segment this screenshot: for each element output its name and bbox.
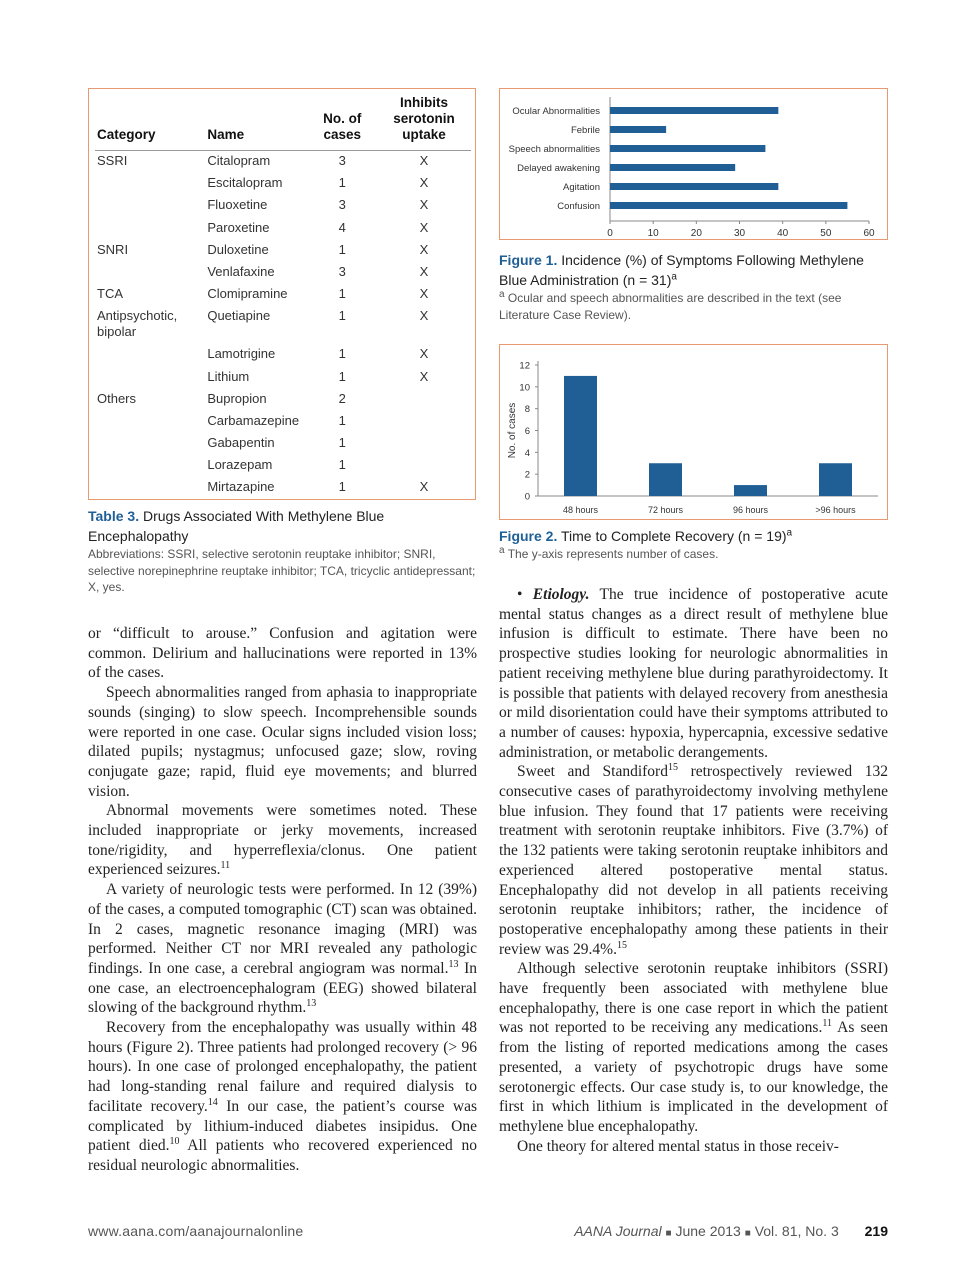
table-row — [95, 306, 471, 344]
cell-cases: 1 — [338, 368, 346, 384]
y-tick-label: 6 — [524, 426, 530, 437]
cell-name: Lamotrigine — [207, 346, 276, 362]
citation: 10 — [169, 1136, 180, 1148]
paragraph: Speech abnormalities ranged from aphasia to inappropriate sounds (singing) to slow speech. Incomprehensible sounds were reported in one case. Ocular signs included vision loss; dilated pupils; nystagmus; unfocused gaze; slow, roving conjugate gaze; rapid, fluid eye movements; and blurred vision. — [88, 684, 477, 800]
cell-category — [95, 477, 205, 499]
citation: 15 — [616, 939, 627, 951]
paragraph: Although selective serotonin reuptake inhibitors (SSRI) have frequently been associated with methylene blue encephalopathy, there is one case report in which the patient was not reported to be receiving any medications.$^{11}$ As seen from the listing of reported medications among the cases presented, a variety of psychotropic drugs have some serotonergic effects. Our case study is, to our knowledge, the first in which lithium is implicated in the development of methylene blue encephalopathy. — [499, 960, 888, 1135]
figure-1-chart — [499, 88, 888, 240]
table-body — [95, 151, 471, 500]
category-label: Febrile — [570, 125, 600, 136]
section-heading: Etiology. — [532, 586, 590, 603]
cell-cases: 1 — [338, 412, 346, 428]
y-tick-label: 8 — [524, 404, 530, 416]
table-row — [95, 389, 471, 411]
table-3-caption-title: Table 3. Drugs Associated With Methylene Blue Encephalopathy — [88, 508, 385, 544]
cell-name: Mirtazapine — [207, 479, 275, 495]
figure-1-caption-title: Figure 1. Incidence (%) of Symptoms Following Methylene Blue Administration (n = 31)$^a$ — [499, 252, 864, 288]
category-label: Confusion — [557, 201, 600, 212]
cell-category — [95, 367, 205, 389]
cell-inhibits: X — [419, 241, 429, 257]
cell-inhibits: X — [419, 286, 429, 302]
cell-inhibits: X — [419, 346, 429, 362]
paragraph: • Etiology. The true incidence of postoperative acute mental status changes as a direct result of methylene blue infusion is difficult to estimate. There have been no prospective studies looking for neurologic abnormalities in patient receiving methylene blue during parathyroidectomy. It is possible that patients with delayed recovery from anesthesia or mild disorientation could have their symptoms attributed to a number of causes: hypoxia, hypercapnia, excessive sedative administration, or metabolic derangements. — [499, 586, 889, 761]
x-tick-label: 50 — [820, 228, 832, 239]
cell-cases: 1 — [338, 175, 346, 191]
figure-2-caption-note: $^a$ The y-axis represents number of cases. — [499, 545, 719, 561]
cell-cases: 3 — [338, 197, 346, 213]
table-row — [95, 284, 471, 306]
bar — [610, 107, 778, 114]
cell-cases: 1 — [338, 457, 346, 473]
cell-category — [95, 344, 205, 366]
cell-inhibits: X — [419, 368, 429, 384]
bar — [564, 376, 597, 496]
cell-name: Lithium — [207, 368, 250, 384]
cell-inhibits: X — [419, 219, 429, 235]
cell-cases: 1 — [338, 308, 346, 324]
table-row — [95, 455, 471, 477]
cell-inhibits: X — [419, 197, 429, 213]
y-tick-label: 4 — [524, 447, 530, 459]
cell-name: Clomipramine — [207, 286, 288, 302]
category-label: Delayed awakening — [517, 163, 600, 174]
table-header-row — [95, 95, 471, 151]
y-tick-label: 0 — [524, 491, 530, 503]
x-tick-label: 30 — [733, 228, 746, 239]
cell-category: SSRI — [97, 153, 128, 168]
y-tick-label: 2 — [524, 469, 530, 481]
x-tick-label: >96 hours — [815, 505, 856, 515]
cell-category — [95, 411, 205, 433]
cell-name: Bupropion — [207, 390, 267, 406]
cell-name: Lorazepam — [207, 457, 273, 473]
figure-2-chart — [499, 344, 888, 520]
cell-category: TCA — [97, 286, 123, 302]
cell-category: SNRI — [97, 241, 129, 257]
cell-name: Quetiapine — [207, 308, 271, 324]
figure-1-caption-note: $^a$ Ocular and speech abnormalities are described in the text (see Literature Case Review). — [499, 289, 842, 322]
table-row — [95, 411, 471, 433]
cell-inhibits: X — [419, 175, 429, 191]
cell-name: Gabapentin — [207, 435, 275, 451]
paragraph: One theory for altered mental status in those receiv- — [517, 1137, 839, 1155]
paragraph: Abnormal movements were sometimes noted. These included inappropriate or jerky movements, increased tone/rigidity, and hyperreflexia/clonus. One patient experienced seizures.$^{11}$ — [88, 802, 477, 879]
table-row — [95, 477, 471, 499]
cell-inhibits: X — [419, 479, 429, 495]
cell-cases: 1 — [338, 435, 346, 451]
category-label: Agitation — [563, 182, 600, 193]
cell-inhibits — [377, 389, 471, 411]
drug-table — [95, 95, 471, 500]
header-name: Name — [205, 95, 307, 151]
cell-cases: 1 — [338, 346, 346, 362]
category-label: Speech abnormalities — [508, 144, 600, 155]
bar — [819, 463, 852, 496]
cell-name: Paroxetine — [207, 219, 270, 235]
x-tick-label: 72 hours — [647, 505, 684, 515]
bar — [610, 164, 735, 171]
cell-name: Escitalopram — [207, 175, 283, 191]
body-column-right — [499, 585, 888, 1156]
table-3-caption — [88, 506, 477, 596]
cell-inhibits: X — [419, 153, 429, 168]
table-row — [95, 433, 471, 455]
table-row — [95, 240, 471, 262]
cell-cases: 1 — [338, 286, 346, 302]
category-label: Ocular Abnormalities — [512, 106, 600, 117]
cell-cases: 2 — [338, 390, 346, 406]
citation: 15 — [667, 762, 678, 774]
paragraph: Sweet and Standiford$^{15}$ retrospectively reviewed 132 consecutive cases of parathyroidectomy involving methylene blue infusion. They found that 17 patients were receiving treatment with serotonin reuptake inhibitors. Five (3.7%) of the 132 patients were taking serotonin reuptake inhibitors and experienced altered postoperative mental status. Encephalopathy did not develop in all patients receiving serotonin reuptake inhibitors; rather, the incidence of postoperative encephalopathy among these patients in their review was 29.4%.$^{15}$ — [499, 762, 888, 958]
footer-url[interactable]: www.aana.com/aanajournalonline — [88, 1223, 304, 1239]
cell-category — [95, 173, 205, 195]
bar — [610, 183, 778, 190]
cell-cases: 3 — [338, 153, 346, 168]
table-row — [95, 195, 471, 217]
x-tick-label: 10 — [647, 228, 659, 239]
cell-category — [95, 455, 205, 477]
table-row — [95, 344, 471, 366]
table-row — [95, 173, 471, 195]
cell-inhibits: X — [419, 308, 429, 324]
bar — [734, 485, 767, 496]
y-tick-label: 10 — [519, 382, 530, 394]
cell-cases: 1 — [338, 479, 346, 495]
paragraph: A variety of neurologic tests were performed. In 12 (39%) of the cases, a computed tomographic (CT) scan was obtained. In 2 cases, magnetic resonance imaging (MRI) was performed. Neither CT nor MRI revealed any pathologic findings. In one case, a cerebral angiogram was normal.$^{13}$ In one case, an electroencephalogram (EEG) showed bilateral slowing of the background rhythm.$^{13}$ — [88, 881, 477, 1017]
citation: 11 — [220, 860, 231, 872]
table-3 — [88, 88, 476, 500]
table-row — [95, 262, 471, 284]
cell-inhibits — [377, 433, 471, 455]
cell-name: Venlafaxine — [207, 263, 275, 279]
footer-journal-info: AANA Journal ■ June 2013 ■ Vol. 81, No. 3 219 — [574, 1223, 888, 1239]
x-tick-label: 0 — [607, 228, 613, 239]
citation: 13 — [448, 958, 459, 970]
citation: 14 — [207, 1096, 218, 1108]
cell-category: Antipsychotic, bipolar — [97, 308, 178, 340]
cell-inhibits — [377, 411, 471, 433]
cell-category — [95, 433, 205, 455]
x-tick-label: 96 hours — [732, 505, 769, 515]
table-row — [95, 367, 471, 389]
bar — [610, 202, 847, 209]
table-row — [95, 218, 471, 240]
header-category: Category — [95, 95, 205, 151]
cell-name: Carbamazepine — [207, 412, 300, 428]
cell-name: Duloxetine — [207, 241, 269, 257]
body-column-left — [88, 624, 477, 1176]
x-tick-label: 60 — [863, 228, 875, 239]
bar — [649, 463, 682, 496]
cell-name: Fluoxetine — [207, 197, 268, 213]
cell-inhibits — [377, 455, 471, 477]
issue-volume: Vol. 81, No. 3 — [754, 1223, 839, 1239]
cell-cases: 3 — [338, 263, 346, 279]
bullet: • — [517, 586, 523, 603]
y-tick-label: 12 — [519, 360, 530, 372]
table-3-caption-note: Abbreviations: SSRI, selective serotonin reuptake inhibitor; SNRI, selective norepinephrine reuptake inhibitor; TCA, tricyclic antidepressant; X, yes. — [88, 547, 476, 594]
journal-name: AANA Journal — [574, 1223, 662, 1239]
table-row — [95, 151, 471, 174]
figure-2-caption — [499, 526, 888, 563]
x-tick-label: 48 hours — [562, 505, 599, 515]
paragraph: or “difficult to arouse.” Confusion and agitation were common. Delirium and hallucinations were reported in 13% of the cases. — [88, 625, 477, 682]
x-tick-label: 20 — [690, 228, 702, 239]
cell-category — [95, 218, 205, 240]
cell-inhibits: X — [419, 263, 429, 279]
figure-2-svg — [500, 345, 887, 519]
figure-2-caption-title: Figure 2. Time to Complete Recovery (n = 19)$^a$ — [499, 527, 793, 544]
figure-1-caption — [499, 250, 888, 323]
header-cases: No. of cases — [308, 95, 377, 151]
citation: 13 — [306, 998, 317, 1010]
citation: 11 — [822, 1018, 832, 1030]
x-tick-label: 40 — [777, 228, 789, 239]
cell-cases: 1 — [338, 241, 346, 257]
page-number: 219 — [864, 1223, 888, 1239]
header-inhibits: Inhibits serotonin uptake — [377, 95, 471, 151]
figure-1-svg — [500, 89, 887, 239]
cell-category — [95, 195, 205, 217]
cell-cases: 4 — [338, 219, 346, 235]
bar — [610, 126, 666, 133]
cell-name: Citalopram — [207, 153, 271, 168]
cell-category: Others — [97, 390, 137, 406]
issue-date: June 2013 — [675, 1223, 741, 1239]
paragraph: Recovery from the encephalopathy was usually within 48 hours (Figure 2). Three patients had prolonged recovery (> 96 hours). In one case of prolonged encephalopathy, the patient had long-standing renal failure and required dialysis to facilitate recovery.$^{14}$ In our case, the patient’s course was complicated by lithium-induced diabetes insipidus. One patient died.$^{10}$ All patients who recovered experienced no residual neurologic abnormalities. — [88, 1019, 477, 1174]
cell-category — [95, 262, 205, 284]
y-axis-label: No. of cases — [507, 402, 518, 459]
bar — [610, 145, 765, 152]
